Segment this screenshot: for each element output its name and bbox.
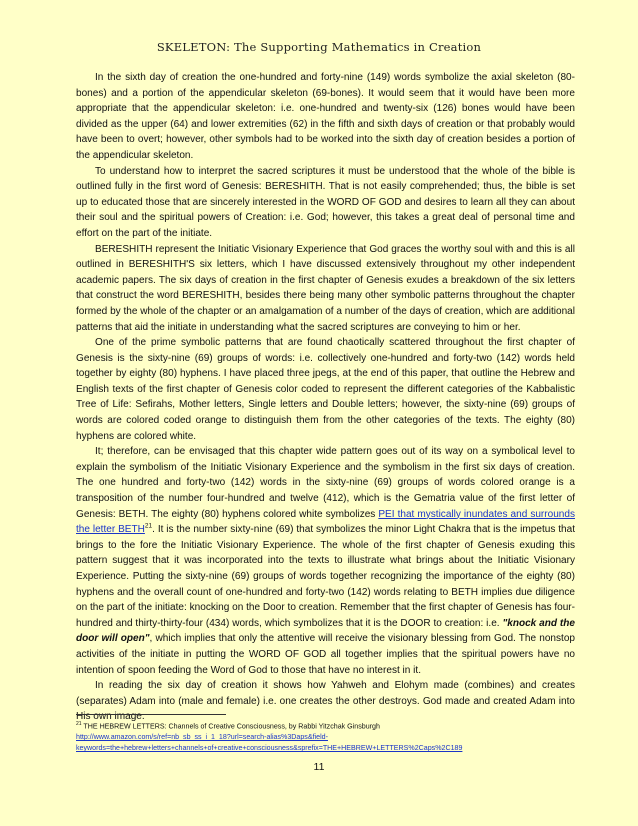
footnote-url-line-1[interactable]: http://www.amazon.com/s/ref=nb_sb_ss_i_1_18?url=search-alias%3Daps&field- <box>76 733 328 742</box>
footnote-reference[interactable]: 21 <box>144 522 153 530</box>
footnote-number: 21 <box>76 721 82 727</box>
body-text <box>76 70 575 725</box>
page-number: 11 <box>313 761 325 773</box>
paragraph-6: In reading the six day of creation it shows how Yahweh and Elohym made (combines) and creates (separates) Adam into (male and female) i.e. one creates the other destroys. God made and created Adam into His own image. <box>76 680 575 723</box>
running-header-title: SKELETON: The Supporting Mathematics in Creation <box>156 40 482 54</box>
paragraph-3: BERESHITH represent the Initiatic Visionary Experience that God graces the worthy soul with and this is all outlined in BERESHITH'S six letters, which I have discussed extensively throughout my other independent academic papers. The six days of creation in the first chapter of Genesis exudes a breakdown of the six letters that construct the word BERESHITH, besides there being many other symbolic patterns throughout the chapter formed by the whole of the chapter or an amalgamation of a number of the days of creation, which are additional patterns that aid the initiate in understanding what the sacred scriptures are conveying to him or her. <box>76 243 575 333</box>
paragraph-5-text-c: , which implies that only the attentive will receive the visionary blessing from God. The nonstop activities of the initiate in putting the WORD OF GOD all together implies that the spiritual powers have no intention of spoon feeding the Word of God to those that have no interest in it. <box>76 633 575 676</box>
paragraph-5-text-a: It; therefore, can be envisaged that this chapter wide pattern goes out of its way on a symbolical level to explain the symbolism of the Initiatic Visionary Experience and the symbolism in the first six days of creation. The one hundred and forty-two (142) words in the sixty-nine (69) groups of words colored orange is a transposition of the number four-hundred and twelve (412), which is the Gematria value of the first letter of Genesis: BETH. The eighty (80) hyphens colored white symbolizes <box>76 446 575 520</box>
footnote-citation <box>76 719 576 732</box>
paragraph-5-text-b: . It is the number sixty-nine (69) that symbolizes the minor Light Chakra that is the impetus that brings to the fore the Initiatic Visionary Experience. The whole of the first chapter of Genesis exuding this pattern suggest that it was incorporated into the texts to illustrate what brings about the Initiatic Visionary Experience. Putting the sixty-nine (69) groups of words together recognizing the importance of the eighty (80) hyphens and the overall count of one-hundred and forty-two (142) words relating to BETH implies due diligence on the part of the initiate: knocking on the Door to creation. Remember that the first chapter of Genesis has four-hundred and thirty-thirty-four (434) words, which symbolizes that it is the DOOR to creation: i.e. <box>76 524 576 629</box>
paragraph-2: To understand how to interpret the sacred scriptures it must be understood that the whole of the bible is outlined fully in the first word of Genesis: BERESHITH. That is not easily comprehended; thus, the bible is set up to educated those that are sincerely interested in the WORD OF GOD and desires to learn all they can about their soul and the spiritual powers of Creation: i.e. God; however, this takes a great deal of personal time and effort on the part of the initiate. <box>76 165 575 239</box>
footnote-section <box>76 719 576 754</box>
footnote-url-line-2[interactable]: keywords=the+hebrew+letters+channels+of+creative+consciousness&sprefix=THE+HEBREW+LETTERS%2Caps%2C189 <box>76 744 463 753</box>
emphasized-quote: "knock and the door will open" <box>76 617 575 645</box>
footnote-text: THE HEBREW LETTERS: Channels of Creative Consciousness, by Rabbi Yitzchak Ginsburgh <box>81 722 380 731</box>
paragraph-5 <box>76 444 575 678</box>
pei-footnote-link[interactable]: PEI that mystically inundates and surrounds the letter BETH <box>76 508 575 536</box>
footnote-divider <box>76 714 226 715</box>
paragraph-1: In the sixth day of creation the one-hundred and forty-nine (149) words symbolize the axial skeleton (80-bones) and a portion of the appendicular skeleton (69-bones). It would seem that it would have been more appropriate that the appendicular skeleton: i.e. one-hundred and twenty-six (126) bones would have been divided as the upper (64) and lower extremities (62) in the fifth and sixth days of creation or that probably would have been to overt; however, other symbols had to be worked into the sixth day of creation besides a portion of the appendicular skeleton. <box>76 72 575 161</box>
paragraph-4: One of the prime symbolic patterns that are found chaotically scattered throughout the first chapter of Genesis is the sixty-nine (69) groups of words: i.e. collectively one-hundred and forty-two (142) words held together by eighty (80) hyphens. I have placed three jpegs, at the end of this paper, that outline the Hebrew and English texts of the first chapter of Genesis color coded to represent the different categories of the Kabbalistic Tree of Life: Sefirahs, Mother letters, Single letters and Double letters; however, the sixty-nine (69) groups of words are colored coded orange to distinguish them from the other categories of the texts. The eighty (80) hyphens are colored white. <box>76 337 575 442</box>
